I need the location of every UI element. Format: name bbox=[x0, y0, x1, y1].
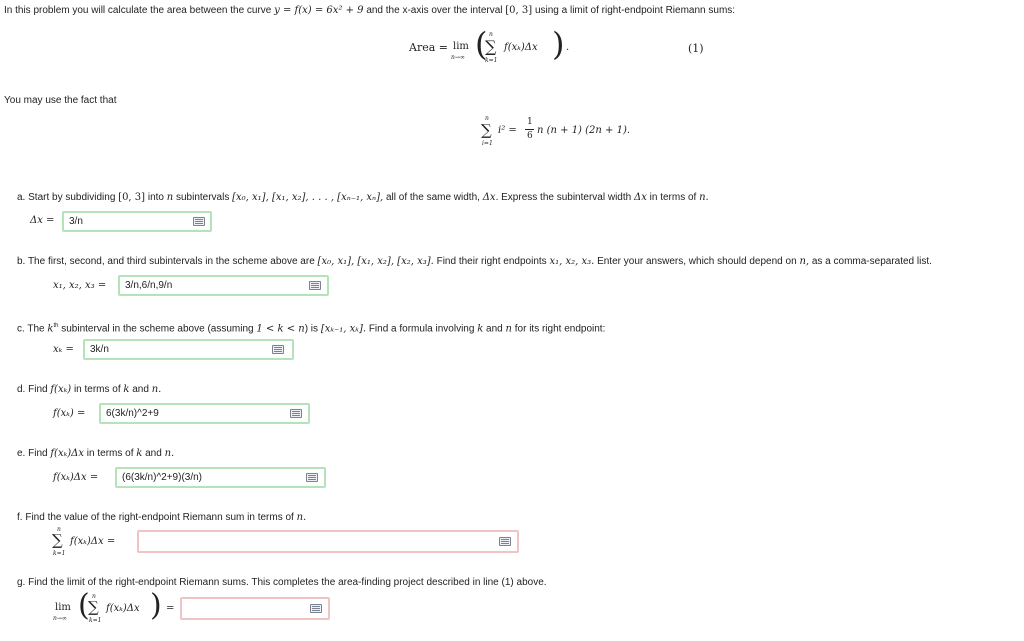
fact-frac-bar bbox=[525, 129, 534, 130]
part-f-answer-field[interactable] bbox=[137, 530, 519, 553]
keyboard-icon[interactable] bbox=[499, 537, 511, 546]
fact-frac-num: 1 bbox=[527, 117, 533, 127]
area-lim-sub: n→∞ bbox=[451, 54, 465, 61]
part-c-input-label: xₖ = bbox=[53, 344, 74, 355]
part-g-summand: f(xₖ)Δx bbox=[106, 603, 140, 614]
part-b-prompt: b. The first, second, and third subintervals in the scheme above are [x₀, x₁], [x₁, x₂], [x₂, x₃]. Find their right endpoints x₁, x₂, x₃. Enter your answers, which should depend on n, as a comma-separated list. bbox=[17, 256, 932, 267]
part-e-input-label: f(xₖ)Δx = bbox=[53, 472, 99, 483]
fact-frac-den: 6 bbox=[527, 131, 533, 141]
part-g-lim-sub: n→∞ bbox=[53, 615, 67, 622]
part-g-equals: = bbox=[166, 603, 175, 614]
part-e-prompt: e. Find f(xₖ)Δx in terms of k and n. bbox=[17, 448, 175, 459]
problem-intro: In this problem you will calculate the area between the curve y = f(x) = 6x² + 9 and the x-axis over the interval [0, 3] using a limit of right-endpoint Riemann sums: bbox=[4, 5, 736, 16]
part-e-answer-field[interactable] bbox=[115, 467, 326, 488]
area-period: . bbox=[566, 42, 570, 53]
area-right-paren: ) bbox=[552, 25, 565, 63]
fact-summand: i² = bbox=[498, 125, 517, 136]
part-b-answer-field[interactable] bbox=[118, 275, 329, 296]
part-c-prompt: c. The $k^{th}$ subinterval in the scheme above (assuming 1 < k < n) is [xₖ₋₁, xₖ]. Find a formula involving k and n for its right endpoint: bbox=[17, 323, 606, 335]
fact-rhs: n (n + 1) (2n + 1). bbox=[537, 125, 631, 136]
part-a-prompt: a. Start by subdividing [0, 3] into n subintervals [x₀, x₁], [x₁, x₂], . . . , [xₙ₋₁, xₙ], all of the same width, Δx. Express the subinterval width Δx in terms of n. bbox=[17, 192, 709, 203]
part-a-input-label: Δx = bbox=[30, 215, 55, 226]
part-a-answer-input[interactable] bbox=[64, 213, 210, 230]
part-c-answer-input[interactable] bbox=[85, 341, 292, 358]
area-sigma-sub: k=1 bbox=[485, 57, 498, 64]
keyboard-icon[interactable] bbox=[272, 345, 284, 354]
part-g-answer-input[interactable] bbox=[182, 599, 328, 618]
part-g-answer-field[interactable] bbox=[180, 597, 330, 620]
part-d-input-label: f(xₖ) = bbox=[53, 408, 86, 419]
area-left-paren: ( bbox=[475, 25, 488, 63]
part-g-sigma: ∑ bbox=[88, 598, 99, 616]
fact-label: You may use the fact that bbox=[4, 95, 117, 106]
part-f-sigma: ∑ bbox=[52, 531, 63, 549]
part-f-sigma-sup: n bbox=[57, 526, 61, 533]
part-b-answer-input[interactable] bbox=[120, 277, 327, 294]
part-g-sigma-sup: n bbox=[92, 593, 96, 600]
part-g-right-paren: ) bbox=[150, 588, 162, 623]
part-g-lim: lim bbox=[55, 602, 71, 613]
part-a-answer-field[interactable] bbox=[62, 211, 212, 232]
keyboard-icon[interactable] bbox=[310, 604, 322, 613]
part-g-prompt: g. Find the limit of the right-endpoint Riemann sums. This completes the area-finding project described in line (1) above. bbox=[17, 577, 547, 588]
keyboard-icon[interactable] bbox=[306, 473, 318, 482]
part-d-answer-input[interactable] bbox=[101, 405, 308, 422]
keyboard-icon[interactable] bbox=[290, 409, 302, 418]
area-label: Area = bbox=[409, 41, 448, 54]
part-g-left-paren: ( bbox=[78, 588, 90, 623]
keyboard-icon[interactable] bbox=[193, 217, 205, 226]
area-summand: f(xₖ)Δx bbox=[504, 42, 538, 53]
area-sigma-sup: n bbox=[489, 31, 493, 38]
part-d-prompt: d. Find f(xₖ) in terms of k and n. bbox=[17, 384, 162, 395]
area-sigma: ∑ bbox=[485, 37, 497, 56]
part-f-answer-input[interactable] bbox=[139, 532, 517, 551]
part-e-answer-input[interactable] bbox=[117, 469, 324, 486]
part-c-answer-field[interactable] bbox=[83, 339, 294, 360]
area-lim: lim bbox=[453, 41, 469, 52]
part-d-answer-field[interactable] bbox=[99, 403, 310, 424]
part-f-summand: f(xₖ)Δx = bbox=[70, 536, 116, 547]
part-f-prompt: f. Find the value of the right-endpoint Riemann sum in terms of n. bbox=[17, 512, 307, 523]
fact-sigma-sup: n bbox=[485, 115, 489, 122]
part-f-sigma-sub: k=1 bbox=[53, 550, 66, 557]
part-b-input-label: x₁, x₂, x₃ = bbox=[53, 280, 107, 291]
keyboard-icon[interactable] bbox=[309, 281, 321, 290]
part-g-sigma-sub: k=1 bbox=[89, 617, 102, 624]
fact-sigma-sub: i=1 bbox=[482, 140, 493, 147]
fact-sigma: ∑ bbox=[481, 121, 492, 139]
equation-number: (1) bbox=[688, 42, 704, 55]
